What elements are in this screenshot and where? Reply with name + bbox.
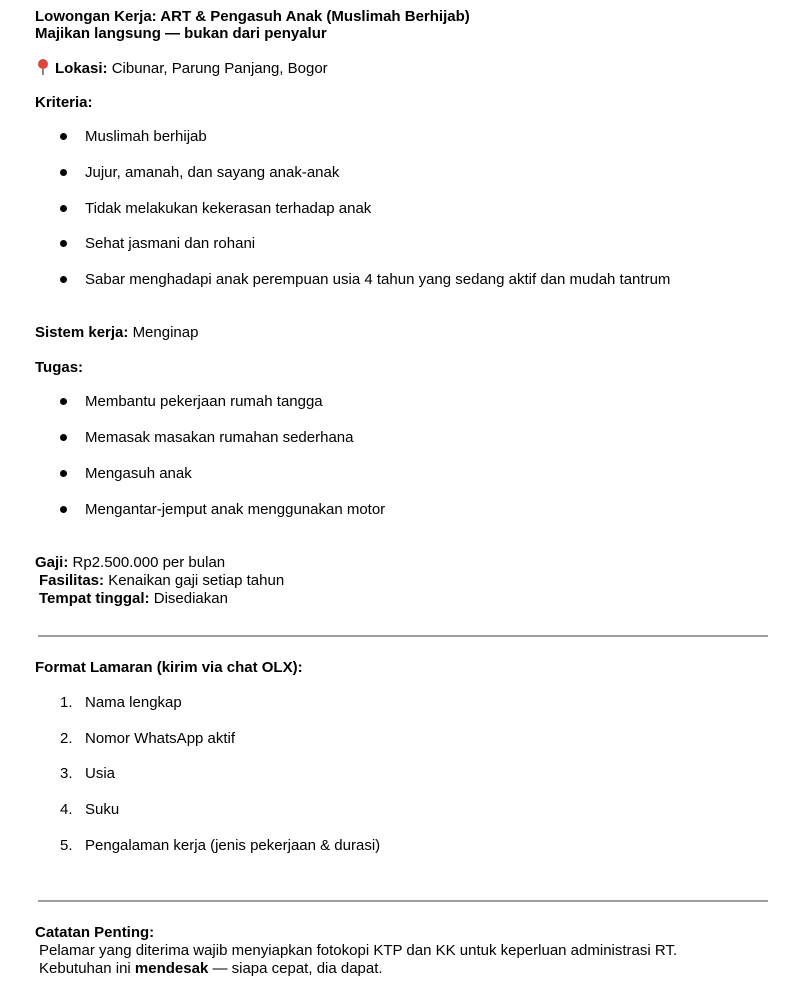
criteria-item: Muslimah berhijab xyxy=(85,128,207,145)
task-item: Membantu pekerjaan rumah tangga xyxy=(85,393,323,410)
application-item: Usia xyxy=(85,765,116,782)
location-value: Cibunar, Parung Panjang, Bogor xyxy=(111,60,328,77)
work-system-label: Sistem kerja: xyxy=(35,324,129,341)
location-line xyxy=(37,59,328,78)
work-system-line xyxy=(35,324,198,342)
notes-line-2 xyxy=(39,960,383,978)
salary-line xyxy=(35,554,225,572)
application-heading: Format Lamaran (kirim via chat OLX): xyxy=(35,659,303,676)
notes-line-2-pre: Kebutuhan ini xyxy=(39,960,135,977)
divider xyxy=(38,900,768,902)
criteria-heading: Kriteria: xyxy=(35,94,93,111)
job-title: Lowongan Kerja: ART & Pengasuh Anak (Muslimah Berhijab) xyxy=(35,8,470,25)
map-pin-icon xyxy=(37,59,49,75)
bullet-icon xyxy=(60,506,67,513)
bullet-icon xyxy=(60,169,67,176)
bullet-icon xyxy=(60,276,67,283)
job-subtitle: Majikan langsung — bukan dari penyalur xyxy=(35,25,327,42)
application-item: Pengalaman kerja (jenis pekerjaan & durasi) xyxy=(85,837,381,854)
notes-heading: Catatan Penting: xyxy=(35,924,155,941)
list-number: 2. xyxy=(60,730,73,747)
criteria-item: Tidak melakukan kekerasan terhadap anak xyxy=(85,200,372,217)
list-number: 3. xyxy=(60,765,73,782)
salary-value: Rp2.500.000 per bulan xyxy=(72,554,226,571)
criteria-item: Sabar menghadapi anak perempuan usia 4 tahun yang sedang aktif dan mudah tantrum xyxy=(85,271,671,288)
application-item: Suku xyxy=(85,801,120,818)
bullet-icon xyxy=(60,205,67,212)
application-item: Nomor WhatsApp aktif xyxy=(85,730,236,747)
bullet-icon xyxy=(60,133,67,140)
task-item: Mengantar-jemput anak menggunakan motor xyxy=(85,501,386,518)
urgent-text: mendesak xyxy=(134,960,209,977)
divider xyxy=(38,635,768,637)
criteria-item: Jujur, amanah, dan sayang anak-anak xyxy=(85,164,340,181)
task-item: Memasak masakan rumahan sederhana xyxy=(85,429,354,446)
application-item: Nama lengkap xyxy=(85,694,182,711)
housing-line xyxy=(39,590,228,608)
location-label: Lokasi: xyxy=(55,60,108,77)
list-number: 4. xyxy=(60,801,73,818)
list-number: 5. xyxy=(60,837,73,854)
facilities-label: Fasilitas: xyxy=(39,572,105,589)
notes-line-1: Pelamar yang diterima wajib menyiapkan fotokopi KTP dan KK untuk keperluan administrasi RT. xyxy=(39,942,678,959)
housing-label: Tempat tinggal: xyxy=(39,590,150,607)
facilities-value: Kenaikan gaji setiap tahun xyxy=(108,572,285,589)
criteria-item: Sehat jasmani dan rohani xyxy=(85,235,256,252)
salary-label: Gaji: xyxy=(35,554,69,571)
notes-line-2-post: — siapa cepat, dia dapat. xyxy=(208,960,383,977)
work-system-value: Menginap xyxy=(132,324,199,341)
bullet-icon xyxy=(60,240,67,247)
list-number: 1. xyxy=(60,694,73,711)
bullet-icon xyxy=(60,434,67,441)
facilities-line xyxy=(39,572,284,590)
housing-value: Disediakan xyxy=(153,590,228,607)
bullet-icon xyxy=(60,470,67,477)
task-item: Mengasuh anak xyxy=(85,465,192,482)
tasks-heading: Tugas: xyxy=(35,359,84,376)
bullet-icon xyxy=(60,398,67,405)
